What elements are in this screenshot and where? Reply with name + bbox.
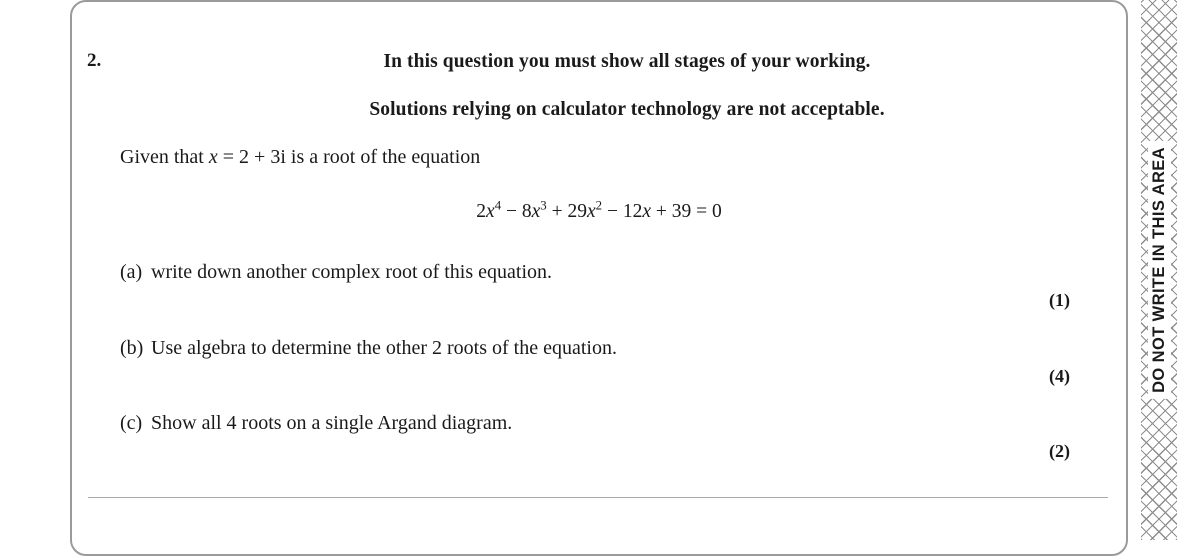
question-number: 2. — [87, 50, 102, 71]
part-b-label: (b) — [120, 337, 144, 359]
equation-term3-power: 2 — [595, 198, 603, 213]
part-a-marks: (1) — [1049, 290, 1070, 310]
question-stem — [120, 146, 480, 169]
quartic-equation — [70, 198, 1128, 223]
part-c — [120, 412, 512, 435]
part-c-label: (c) — [120, 412, 143, 434]
equation-op2: + — [551, 201, 563, 222]
stem-variable: x — [208, 146, 218, 168]
equation-term2-coeff: 8 — [521, 201, 532, 222]
part-b — [120, 337, 617, 360]
margin-warning — [1141, 0, 1177, 540]
equation-op4: + — [655, 201, 667, 222]
part-c-marks: (2) — [1049, 441, 1070, 461]
equation-term1-power: 4 — [494, 198, 502, 213]
part-c-text: Show all 4 roots on a single Argand diagram. — [151, 412, 513, 434]
equation-term4-coeff: 12 — [622, 201, 643, 222]
instruction-line-1: In this question you must show all stages of your working. — [383, 51, 871, 72]
equation-term5: 39 = 0 — [671, 201, 722, 222]
section-divider — [88, 497, 1108, 498]
equation-term2-var: x — [531, 201, 541, 222]
part-a-label: (a) — [120, 261, 143, 283]
margin-warning-label: DO NOT WRITE IN THIS AREA — [1148, 141, 1171, 399]
part-a-text: write down another complex root of this equation. — [151, 261, 553, 283]
part-b-text: Use algebra to determine the other 2 roots of the equation. — [151, 337, 617, 359]
stem-equals: = 2 + 3i — [222, 146, 286, 168]
part-b-marks: (4) — [1049, 366, 1070, 386]
equation-op3: − — [606, 201, 618, 222]
equation-term1-var: x — [486, 201, 495, 222]
instruction-line-2: Solutions relying on calculator technology are not acceptable. — [369, 99, 885, 120]
equation-term1-coeff: 2 — [476, 201, 487, 222]
equation-term2-power: 3 — [540, 198, 547, 213]
question-content — [70, 0, 1128, 540]
stem-prefix: Given that — [120, 146, 204, 168]
equation-term4-var: x — [642, 201, 651, 222]
part-a — [120, 261, 552, 284]
stem-suffix: is a root of the equation — [290, 146, 481, 168]
equation-term3-var: x — [586, 201, 596, 222]
equation-term3-coeff: 29 — [567, 201, 587, 222]
equation-op1: − — [506, 201, 517, 222]
